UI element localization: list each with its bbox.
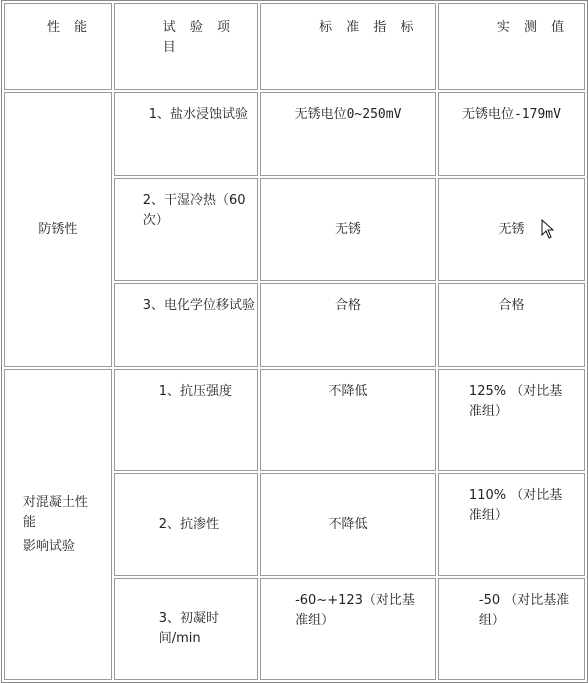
test-item-cell: 3、电化学位移试验 bbox=[114, 283, 258, 367]
test-item-cell: 3、初凝时间/min bbox=[114, 578, 258, 680]
standard-cell: 合格 bbox=[260, 283, 436, 367]
standard-cell: 无锈电位0~250mV bbox=[260, 92, 436, 176]
table-row bbox=[4, 369, 585, 471]
test-item-cell: 1、抗压强度 bbox=[114, 369, 258, 471]
group-label-line: 影响试验 bbox=[22, 538, 75, 554]
standard-cell: 无锈 bbox=[260, 178, 436, 281]
header-test-item: 试 验 项 目 bbox=[114, 3, 258, 90]
group-label-line: 对混凝土性能 bbox=[22, 494, 88, 530]
actual-value-cell: 无锈电位-179mV bbox=[438, 92, 585, 176]
test-item-cell: 2、抗渗性 bbox=[114, 473, 258, 576]
header-standard: 标 准 指 标 bbox=[260, 3, 436, 90]
header-actual-value: 实 测 值 bbox=[438, 3, 585, 90]
table-header-row bbox=[4, 3, 585, 90]
table-row bbox=[4, 92, 585, 176]
test-item-cell: 2、干湿冷热（60次） bbox=[114, 178, 258, 281]
actual-value-cell: 合格 bbox=[438, 283, 585, 367]
performance-table bbox=[1, 0, 588, 683]
actual-value-cell: 125% （对比基准组） bbox=[438, 369, 585, 471]
actual-value-cell: 无锈 bbox=[438, 178, 585, 281]
standard-cell: 不降低 bbox=[260, 473, 436, 576]
group-label-concrete-effect bbox=[4, 369, 112, 680]
standard-cell: -60~+123（对比基准组） bbox=[260, 578, 436, 680]
header-performance: 性 能 bbox=[4, 3, 112, 90]
actual-value-cell: -50 （对比基准组） bbox=[438, 578, 585, 680]
test-item-cell: 1、盐水浸蚀试验 bbox=[114, 92, 258, 176]
standard-cell: 不降低 bbox=[260, 369, 436, 471]
arrow-pointer-icon bbox=[541, 219, 555, 239]
group-label-rust-prevention: 防锈性 bbox=[4, 92, 112, 367]
actual-value-cell: 110% （对比基准组） bbox=[438, 473, 585, 576]
